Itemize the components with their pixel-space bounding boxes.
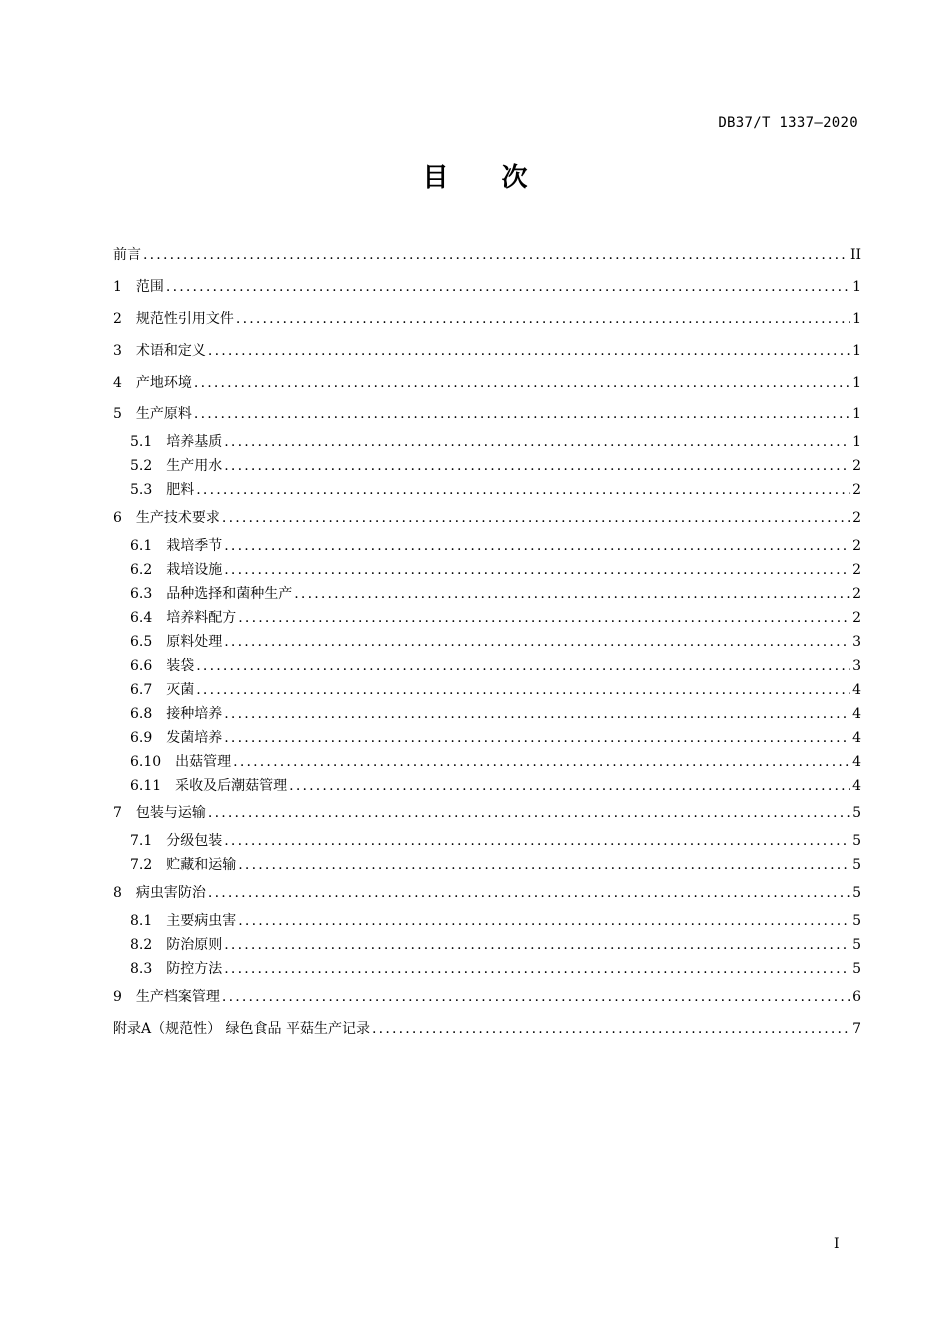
toc-dot-leader — [224, 536, 850, 556]
toc-entry-label: 包装与运输 — [135, 805, 206, 821]
toc-entry[interactable] — [113, 245, 861, 265]
toc-entry-number: 5.3 — [130, 482, 153, 498]
toc-entry-number: 5.1 — [130, 434, 153, 450]
toc-entry-page: 5 — [852, 937, 861, 953]
toc-entry-label: 术语和定义 — [135, 343, 206, 359]
toc-entry-number: 6.2 — [130, 562, 153, 578]
toc-entry-page: 2 — [852, 510, 861, 526]
toc-entry-label: 贮藏和运输 — [166, 857, 237, 873]
toc-dot-leader — [236, 309, 850, 329]
toc-entry-page: 1 — [852, 279, 861, 295]
toc-entry[interactable] — [113, 277, 861, 297]
toc-entry-label: 原料处理 — [166, 634, 223, 650]
toc-entry-page: 5 — [852, 857, 861, 873]
toc-entry[interactable] — [130, 959, 861, 979]
toc-entry-page: 5 — [852, 961, 861, 977]
toc-entry-number: 6.5 — [130, 634, 153, 650]
toc-entry-page: 7 — [852, 1021, 861, 1037]
toc-entry-label: 产地环境 — [135, 375, 192, 391]
toc-dot-leader — [372, 1019, 850, 1039]
toc-entry-label: 主要病虫害 — [166, 913, 237, 929]
toc-entry[interactable] — [130, 704, 861, 724]
toc-entry-number: 6.6 — [130, 658, 153, 674]
toc-entry-label: 肥料 — [166, 482, 195, 498]
toc-entry-number: 8.2 — [130, 937, 153, 953]
toc-dot-leader — [233, 752, 850, 772]
toc-dot-leader — [238, 608, 850, 628]
toc-entry-label: 防治原则 — [166, 937, 223, 953]
toc-entry-number: 7.2 — [130, 857, 153, 873]
toc-entry[interactable] — [130, 855, 861, 875]
toc-dot-leader — [194, 373, 850, 393]
toc-entry-label: 防控方法 — [166, 961, 223, 977]
toc-entry[interactable] — [130, 432, 861, 452]
toc-dot-leader — [194, 404, 850, 424]
toc-entry-number: 4 — [113, 375, 122, 391]
toc-entry-label: 生产原料 — [135, 406, 192, 422]
toc-entry[interactable] — [130, 776, 861, 796]
toc-dot-leader — [224, 432, 850, 452]
toc-dot-leader — [196, 656, 850, 676]
toc-entry[interactable] — [130, 456, 861, 476]
toc-entry-page: 4 — [852, 754, 861, 770]
toc-entry-page: 4 — [852, 730, 861, 746]
toc-entry-number: 6.9 — [130, 730, 153, 746]
toc-entry-page: 2 — [852, 586, 861, 602]
toc-entry-number: 8 — [113, 885, 122, 901]
toc-entry-page: 2 — [852, 538, 861, 554]
toc-entry-page: 3 — [852, 658, 861, 674]
toc-dot-leader — [224, 728, 850, 748]
toc-entry-page: 2 — [852, 562, 861, 578]
toc-dot-leader — [208, 803, 850, 823]
toc-dot-leader — [224, 831, 850, 851]
toc-entry[interactable] — [130, 560, 861, 580]
toc-entry-number: 9 — [113, 989, 122, 1005]
toc-entry-page: 2 — [852, 458, 861, 474]
toc-entry[interactable] — [130, 728, 861, 748]
toc-dot-leader — [238, 855, 850, 875]
toc-entry-label: 生产档案管理 — [135, 989, 220, 1005]
toc-entry-number: 7 — [113, 805, 122, 821]
toc-entry-label: 接种培养 — [166, 706, 223, 722]
toc-entry-label: 附录A（规范性） 绿色食品 平菇生产记录 — [113, 1021, 371, 1037]
toc-entry-page: 6 — [852, 989, 861, 1005]
toc-entry[interactable] — [113, 404, 861, 424]
document-code: DB37/T 1337—2020 — [718, 115, 858, 131]
toc-entry-label: 栽培设施 — [166, 562, 223, 578]
page-number: I — [834, 1236, 840, 1252]
toc-entry-page: 1 — [852, 343, 861, 359]
toc-entry-number: 3 — [113, 343, 122, 359]
toc-entry[interactable] — [130, 480, 861, 500]
toc-entry-number: 6.10 — [130, 754, 162, 770]
page-title: 目 次 — [422, 163, 550, 193]
toc-entry-label: 培养料配方 — [166, 610, 237, 626]
toc-entry-number: 5.2 — [130, 458, 153, 474]
toc-entry-page: 1 — [852, 375, 861, 391]
toc-entry-label: 分级包装 — [166, 833, 223, 849]
toc-entry-page: 3 — [852, 634, 861, 650]
toc-entry[interactable] — [113, 1019, 861, 1039]
toc-dot-leader — [224, 456, 850, 476]
toc-dot-leader — [222, 987, 850, 1007]
toc-entry[interactable] — [130, 608, 861, 628]
toc-dot-leader — [224, 704, 850, 724]
toc-entry-label: 病虫害防治 — [135, 885, 206, 901]
toc-entry-number: 8.1 — [130, 913, 153, 929]
toc-entry-label: 生产技术要求 — [135, 510, 220, 526]
toc-entry-label: 装袋 — [166, 658, 195, 674]
toc-entry[interactable] — [130, 584, 861, 604]
toc-entry-page: II — [849, 247, 861, 263]
toc-entry-label: 出菇管理 — [175, 754, 232, 770]
toc-entry-label: 规范性引用文件 — [135, 311, 234, 327]
toc-entry[interactable] — [130, 536, 861, 556]
toc-dot-leader — [222, 508, 850, 528]
toc-entry-number: 7.1 — [130, 833, 153, 849]
toc-entry-page: 2 — [852, 482, 861, 498]
toc-entry-label: 品种选择和菌种生产 — [166, 586, 293, 602]
toc-entry[interactable] — [130, 911, 861, 931]
toc-entry-label: 采收及后潮菇管理 — [175, 778, 288, 794]
toc-entry-label: 栽培季节 — [166, 538, 223, 554]
toc-entry[interactable] — [130, 680, 861, 700]
toc-entry[interactable] — [113, 508, 861, 528]
toc-entry-number: 6.8 — [130, 706, 153, 722]
toc-entry[interactable] — [113, 883, 861, 903]
toc-dot-leader — [224, 560, 850, 580]
toc-entry-page: 1 — [852, 311, 861, 327]
toc-entry-label: 培养基质 — [166, 434, 223, 450]
toc-entry-page: 4 — [852, 778, 861, 794]
toc-entry-page: 1 — [852, 406, 861, 422]
toc-entry-number: 6.7 — [130, 682, 153, 698]
toc-entry[interactable] — [130, 632, 861, 652]
toc-dot-leader — [238, 911, 850, 931]
toc-entry-page: 5 — [852, 833, 861, 849]
toc-dot-leader — [166, 277, 850, 297]
toc-entry-number: 6.3 — [130, 586, 153, 602]
toc-entry-page: 4 — [852, 706, 861, 722]
toc-entry-page: 1 — [852, 434, 861, 450]
toc-entry-number: 8.3 — [130, 961, 153, 977]
toc-dot-leader — [224, 959, 850, 979]
toc-entry-label: 范围 — [135, 279, 164, 295]
toc-entry-number: 6.4 — [130, 610, 153, 626]
toc-entry-page: 5 — [852, 885, 861, 901]
toc-dot-leader — [208, 883, 850, 903]
toc-entry-label: 生产用水 — [166, 458, 223, 474]
toc-entry-number: 6 — [113, 510, 122, 526]
toc-entry[interactable] — [113, 987, 861, 1007]
toc-entry[interactable] — [130, 752, 861, 772]
toc-entry[interactable] — [130, 656, 861, 676]
toc-entry-page: 5 — [852, 913, 861, 929]
toc-dot-leader — [289, 776, 850, 796]
toc-entry[interactable] — [113, 803, 861, 823]
toc-entry-page: 2 — [852, 610, 861, 626]
toc-entry[interactable] — [130, 935, 861, 955]
toc-entry-label: 灭菌 — [166, 682, 195, 698]
toc-dot-leader — [208, 341, 850, 361]
toc-entry-number: 1 — [113, 279, 122, 295]
toc-entry-number: 6.11 — [130, 778, 162, 794]
toc-entry-number: 2 — [113, 311, 122, 327]
toc-entry-label: 发菌培养 — [166, 730, 223, 746]
toc-dot-leader — [196, 680, 850, 700]
toc-entry[interactable] — [113, 309, 861, 329]
toc-dot-leader — [224, 935, 850, 955]
toc-entry-label: 前言 — [113, 247, 141, 263]
toc-entry-page: 5 — [852, 805, 861, 821]
toc-entry[interactable] — [113, 341, 861, 361]
toc-dot-leader — [196, 480, 850, 500]
toc-dot-leader — [294, 584, 850, 604]
toc-dot-leader — [143, 245, 848, 265]
toc-entry-number: 5 — [113, 406, 122, 422]
toc-entry-page: 4 — [852, 682, 861, 698]
toc-entry[interactable] — [130, 831, 861, 851]
toc-entry[interactable] — [113, 373, 861, 393]
toc-entry-number: 6.1 — [130, 538, 153, 554]
toc-dot-leader — [224, 632, 850, 652]
